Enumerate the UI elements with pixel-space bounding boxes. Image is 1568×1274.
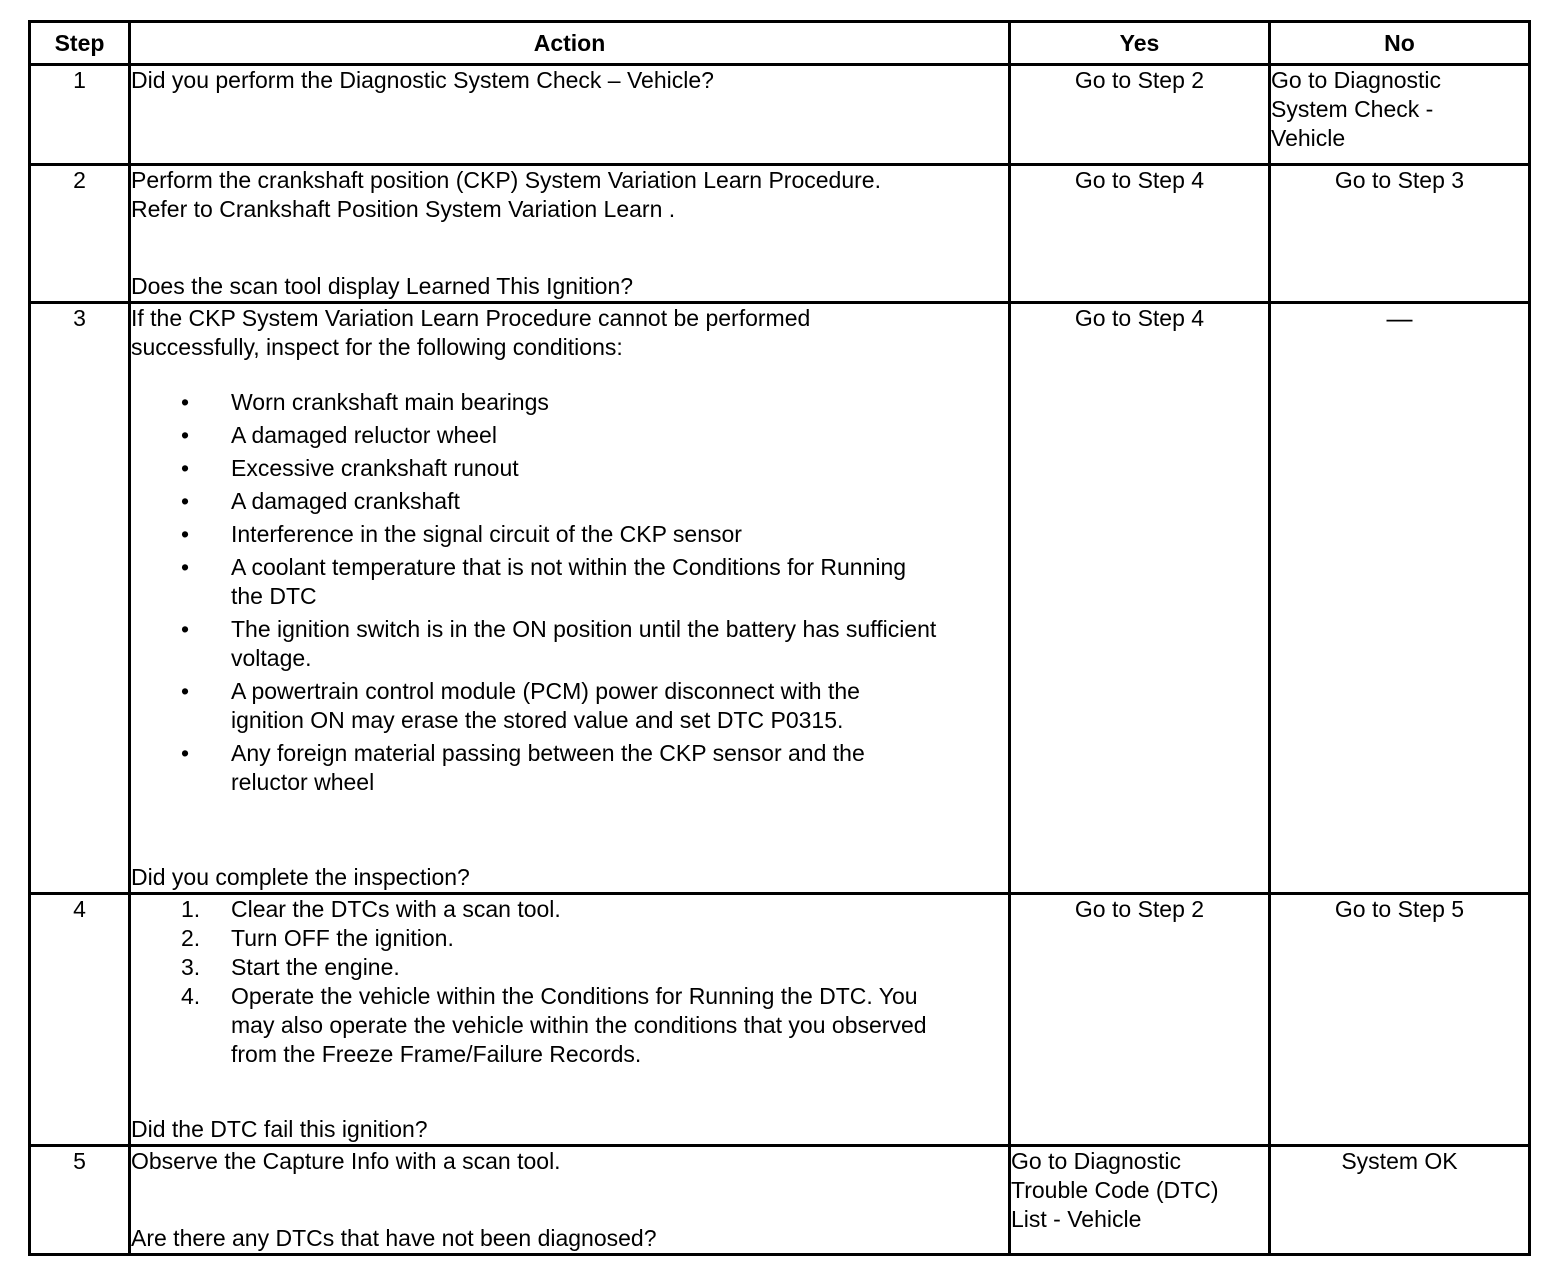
list-item-text: The ignition switch is in the ON position until the battery has sufficient xyxy=(231,616,937,642)
no-cell: System OK xyxy=(1270,1146,1530,1255)
list-item xyxy=(131,454,1008,483)
list-item-text: voltage. xyxy=(231,645,312,671)
bullet-icon: • xyxy=(181,389,190,415)
list-item-text: Clear the DTCs with a scan tool. xyxy=(231,896,561,922)
list-item-text: Operate the vehicle within the Conditions for Running the DTC. You xyxy=(231,983,918,1009)
action-text: Did you perform the Diagnostic System Check – Vehicle? xyxy=(131,67,714,93)
table-row-step-2 xyxy=(30,165,1530,303)
yes-cell: Go to Step 2 xyxy=(1010,894,1270,1146)
action-question: Did you complete the inspection? xyxy=(131,864,470,890)
no-text-line: System Check - xyxy=(1271,96,1434,122)
step-number: 3 xyxy=(30,303,130,894)
yes-cell: Go to Step 2 xyxy=(1010,65,1270,165)
header-yes: Yes xyxy=(1010,22,1270,65)
list-item-text: A coolant temperature that is not within the Conditions for Running xyxy=(231,554,907,580)
action-text: Refer to Crankshaft Position System Variation Learn . xyxy=(131,196,676,222)
header-action: Action xyxy=(130,22,1010,65)
list-item xyxy=(131,388,1008,417)
action-question: Are there any DTCs that have not been diagnosed? xyxy=(131,1225,657,1251)
list-item xyxy=(131,487,1008,516)
bullet-icon: • xyxy=(181,678,190,704)
list-item xyxy=(131,953,1008,982)
bullet-icon: • xyxy=(181,740,190,766)
step-number: 5 xyxy=(30,1146,130,1255)
bullet-icon: • xyxy=(181,521,190,547)
list-item-text: A powertrain control module (PCM) power disconnect with the xyxy=(231,678,860,704)
no-cell: — xyxy=(1270,303,1530,894)
diagnostic-table xyxy=(28,20,1531,1256)
yes-cell: Go to Step 4 xyxy=(1010,165,1270,303)
bullet-icon: • xyxy=(181,455,190,481)
bullet-icon: • xyxy=(181,422,190,448)
list-item-text: A damaged reluctor wheel xyxy=(231,422,497,448)
bullet-icon: • xyxy=(181,488,190,514)
list-item-text: the DTC xyxy=(231,583,317,609)
list-item-text: Excessive crankshaft runout xyxy=(231,455,519,481)
action-text: Perform the crankshaft position (CKP) System Variation Learn Procedure. xyxy=(131,167,881,193)
list-item xyxy=(131,982,1008,1069)
yes-text-line: Go to Diagnostic xyxy=(1011,1148,1182,1174)
no-cell: Go to Step 3 xyxy=(1270,165,1530,303)
step-number: 1 xyxy=(30,65,130,165)
list-item xyxy=(131,615,1008,673)
list-item-text: Any foreign material passing between the CKP sensor and the xyxy=(231,740,865,766)
list-item xyxy=(131,924,1008,953)
step-number: 2 xyxy=(30,165,130,303)
list-item-text: A damaged crankshaft xyxy=(231,488,460,514)
list-item xyxy=(131,739,1008,797)
list-item-text: Worn crankshaft main bearings xyxy=(231,389,549,415)
no-cell xyxy=(1270,65,1530,165)
yes-cell: Go to Step 4 xyxy=(1010,303,1270,894)
table-row-step-1 xyxy=(30,65,1530,165)
table-row-step-5 xyxy=(30,1146,1530,1255)
action-question: Does the scan tool display Learned This Ignition? xyxy=(131,273,634,299)
action-text: If the CKP System Variation Learn Procedure cannot be performed xyxy=(131,305,811,331)
action-cell xyxy=(130,303,1010,894)
yes-text-line: List - Vehicle xyxy=(1011,1206,1142,1232)
list-item-text: may also operate the vehicle within the conditions that you observed xyxy=(231,1012,927,1038)
step-number: 4 xyxy=(30,894,130,1146)
action-question: Did the DTC fail this ignition? xyxy=(131,1116,428,1142)
list-item-text: Interference in the signal circuit of the CKP sensor xyxy=(231,521,742,547)
list-item-text: from the Freeze Frame/Failure Records. xyxy=(231,1041,642,1067)
no-text-line: Go to Diagnostic xyxy=(1271,67,1442,93)
table-row-step-4 xyxy=(30,894,1530,1146)
list-number: 3. xyxy=(181,954,201,980)
header-step: Step xyxy=(30,22,130,65)
list-item-text: reluctor wheel xyxy=(231,769,375,795)
condition-list xyxy=(131,388,1008,801)
list-item xyxy=(131,553,1008,611)
list-item-text: Start the engine. xyxy=(231,954,400,980)
yes-text-line: Trouble Code (DTC) xyxy=(1011,1177,1219,1203)
list-item xyxy=(131,520,1008,549)
yes-cell xyxy=(1010,1146,1270,1255)
action-cell xyxy=(130,165,1010,303)
procedure-list xyxy=(131,895,1008,1069)
list-item-text: Turn OFF the ignition. xyxy=(231,925,454,951)
list-item-text: ignition ON may erase the stored value and set DTC P0315. xyxy=(231,707,844,733)
list-item xyxy=(131,677,1008,735)
action-cell xyxy=(130,1146,1010,1255)
action-text: successfully, inspect for the following conditions: xyxy=(131,334,623,360)
list-item xyxy=(131,421,1008,450)
table-row-step-3 xyxy=(30,303,1530,894)
list-number: 4. xyxy=(181,983,201,1009)
no-text-line: Vehicle xyxy=(1271,125,1346,151)
bullet-icon: • xyxy=(181,616,190,642)
list-number: 2. xyxy=(181,925,201,951)
header-row xyxy=(30,22,1530,65)
list-item xyxy=(131,895,1008,924)
header-no: No xyxy=(1270,22,1530,65)
bullet-icon: • xyxy=(181,554,190,580)
no-cell: Go to Step 5 xyxy=(1270,894,1530,1146)
action-text: Observe the Capture Info with a scan tool. xyxy=(131,1148,561,1174)
action-cell xyxy=(130,65,1010,165)
action-cell xyxy=(130,894,1010,1146)
list-number: 1. xyxy=(181,896,201,922)
